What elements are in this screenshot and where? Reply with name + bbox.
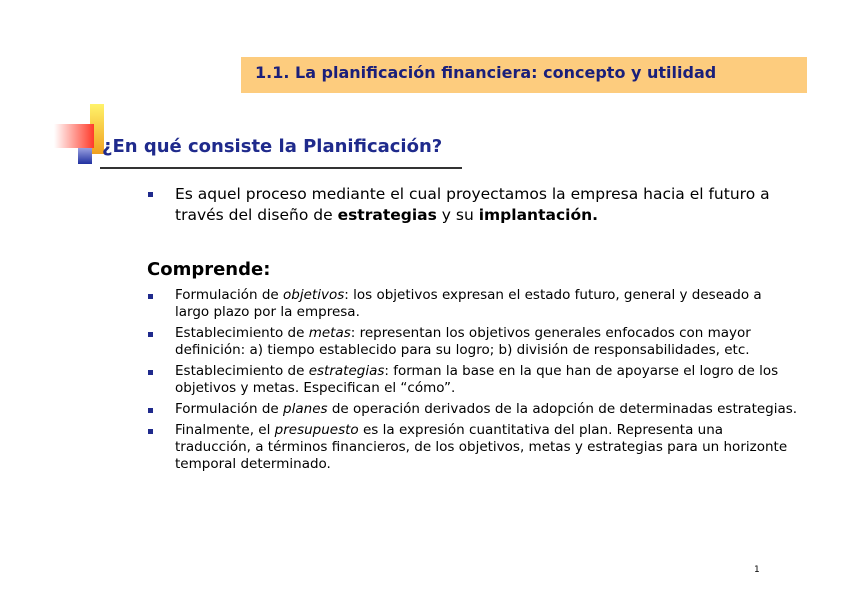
slide-title: 1.1. La planificación financiera: concepto y utilidad: [255, 63, 717, 82]
list-item: [148, 422, 798, 473]
item-emphasis: metas: [308, 325, 351, 341]
list-item: [148, 287, 798, 321]
item-text: Finalmente, el: [175, 422, 275, 438]
item-text: de operación derivados de la adopción de determinadas estrategias.: [327, 401, 798, 417]
bullet-icon: [148, 429, 153, 434]
bullet-icon: [148, 370, 153, 375]
item-text: : representan los objetivos generales enfocados con mayor definición: a) tiempo establecido para su logro; b) división de responsabilidades, etc.: [175, 325, 751, 358]
item-text: Formulación de: [175, 287, 284, 303]
page-number: 1: [754, 565, 760, 575]
item-text: Formulación de: [175, 401, 284, 417]
comprende-label: Comprende:: [147, 259, 271, 280]
bullet-icon: [148, 332, 153, 337]
bullet-icon: [148, 408, 153, 413]
heading-underline: [100, 167, 462, 169]
item-text: Establecimiento de: [175, 363, 309, 379]
intro-strong-strategies: estrategias: [337, 206, 437, 224]
bullet-icon: [148, 294, 153, 299]
list-item: [148, 363, 798, 397]
list-item: [148, 325, 798, 359]
list-item: [148, 401, 798, 418]
item-emphasis: estrategias: [308, 363, 385, 379]
intro-bullet: [148, 184, 788, 226]
components-list: [148, 287, 798, 477]
intro-text: [175, 184, 788, 226]
item-emphasis: objetivos: [283, 287, 345, 303]
item-text: es la expresión cuantitativa del plan. Representa una traducción, a términos financieros, de los objetivos, metas y estrategias para un horizonte temporal determinado.: [175, 422, 788, 472]
intro-text-part: y su: [436, 206, 479, 224]
intro-strong-implantation: implantación.: [478, 206, 599, 224]
item-emphasis: planes: [283, 401, 328, 417]
item-text: : los objetivos expresan el estado futuro, general y deseado a largo plazo por la empresa.: [175, 287, 762, 320]
title-banner: [241, 57, 807, 93]
section-heading: ¿En qué consiste la Planificación?: [102, 136, 443, 157]
item-text: : forman la base en la que han de apoyarse el logro de los objetivos y metas. Especifican el “cómo”.: [175, 363, 779, 396]
intro-text-part: Es aquel proceso mediante el cual proyectamos la empresa hacia el futuro a través del diseño de: [175, 185, 770, 224]
item-emphasis: presupuesto: [274, 422, 359, 438]
bullet-icon: [148, 192, 153, 197]
item-text: Establecimiento de: [175, 325, 309, 341]
